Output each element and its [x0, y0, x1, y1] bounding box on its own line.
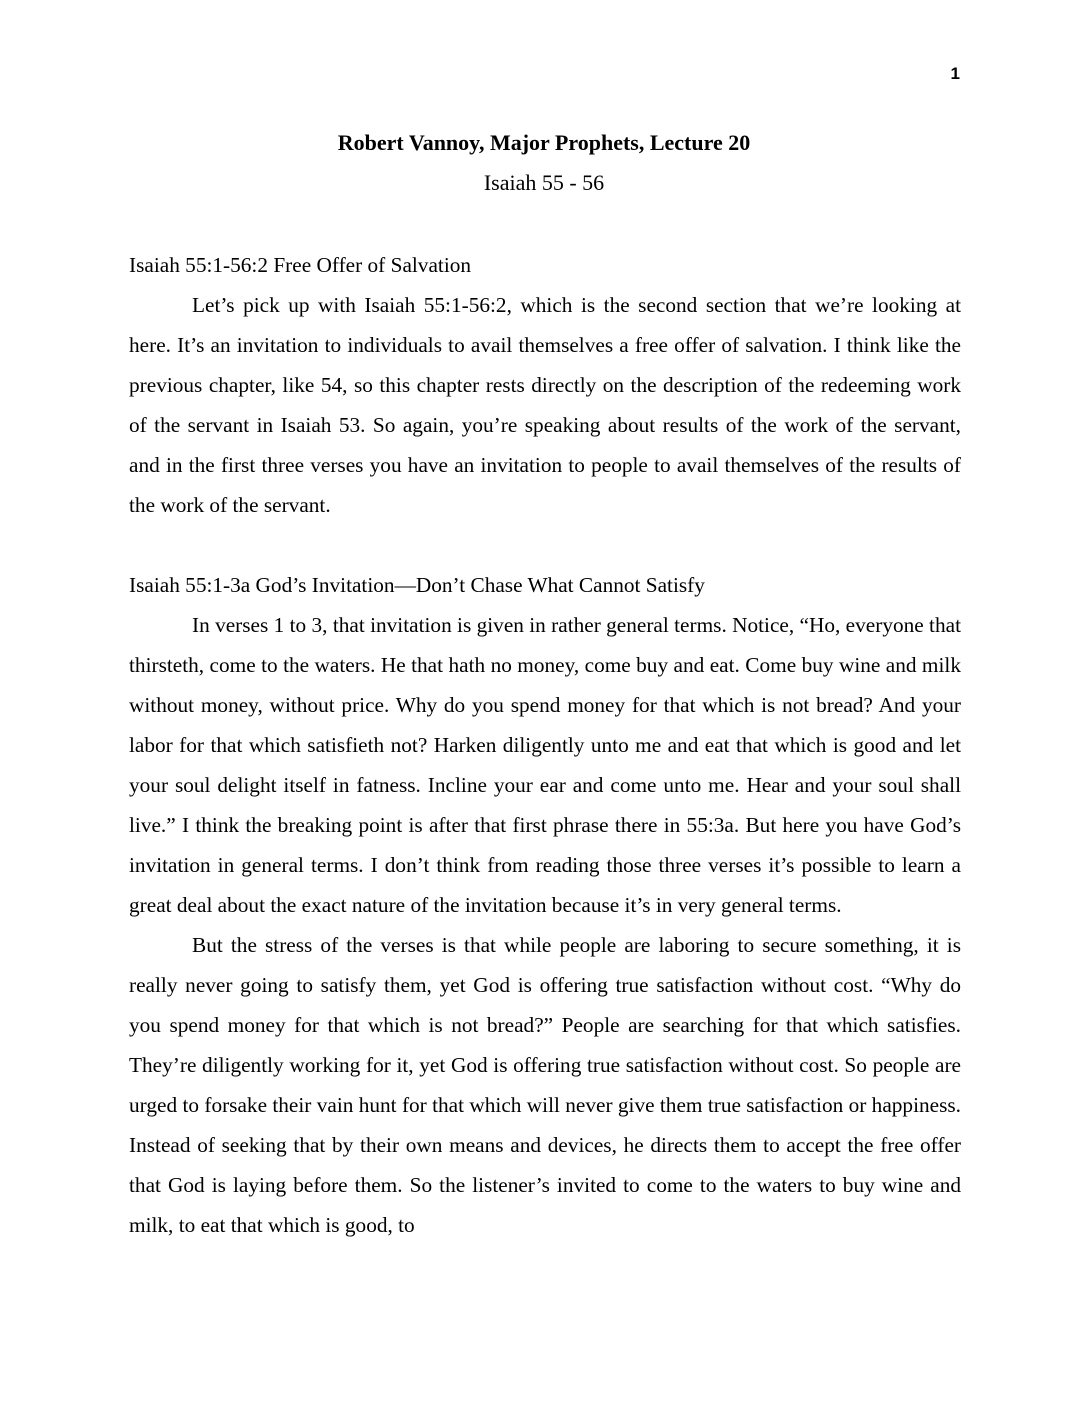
section-heading: Isaiah 55:1-3a God’s Invitation—Don’t Chase What Cannot Satisfy [129, 573, 705, 597]
page-number: 1 [950, 64, 960, 83]
section-heading: Isaiah 55:1-56:2 Free Offer of Salvation [129, 253, 472, 277]
section-free-offer [129, 245, 961, 525]
document-title: Robert Vannoy, Major Prophets, Lecture 20 [337, 130, 751, 155]
section-gods-invitation [129, 565, 961, 1245]
body-paragraph: In verses 1 to 3, that invitation is given in rather general terms. Notice, “Ho, everyone that thirsteth, come to the waters. He that hath no money, come buy and eat. Come buy wine and milk without money, without price. Why do you spend money for that which is not bread? And your labor for that which satisfieth not? Harken diligently unto me and eat that which is good and let your soul delight itself in fatness. Incline your ear and come unto me. Hear and your soul shall live.” I think the breaking point is after that first phrase there in 55:3a. But here you have God’s invitation in general terms. I don’t think from reading those three verses it’s possible to learn a great deal about the exact nature of the invitation because it’s in very general terms. [129, 613, 961, 917]
body-paragraph: But the stress of the verses is that while people are laboring to secure something, it is really never going to satisfy them, yet God is offering true satisfaction without cost. “Why do you spend money for that which is not bread?” People are searching for that which satisfies. They’re diligently working for it, yet God is offering true satisfaction without cost. So people are urged to forsake their vain hunt for that which will never give them true satisfaction or happiness. Instead of seeking that by their own means and devices, he directs them to accept the free offer that God is laying before them. So the listener’s invited to come to the waters to buy wine and milk, to eat that which is good, to [129, 933, 961, 1237]
body-paragraph: Let’s pick up with Isaiah 55:1-56:2, which is the second section that we’re looking at here. It’s an invitation to individuals to avail themselves a free offer of salvation. I think like the previous chapter, like 54, so this chapter rests directly on the description of the redeeming work of the servant in Isaiah 53. So again, you’re speaking about results of the work of the servant, and in the first three verses you have an invitation to people to avail themselves of the results of the work of the servant. [129, 293, 961, 517]
document-subtitle: Isaiah 55 - 56 [483, 170, 605, 195]
